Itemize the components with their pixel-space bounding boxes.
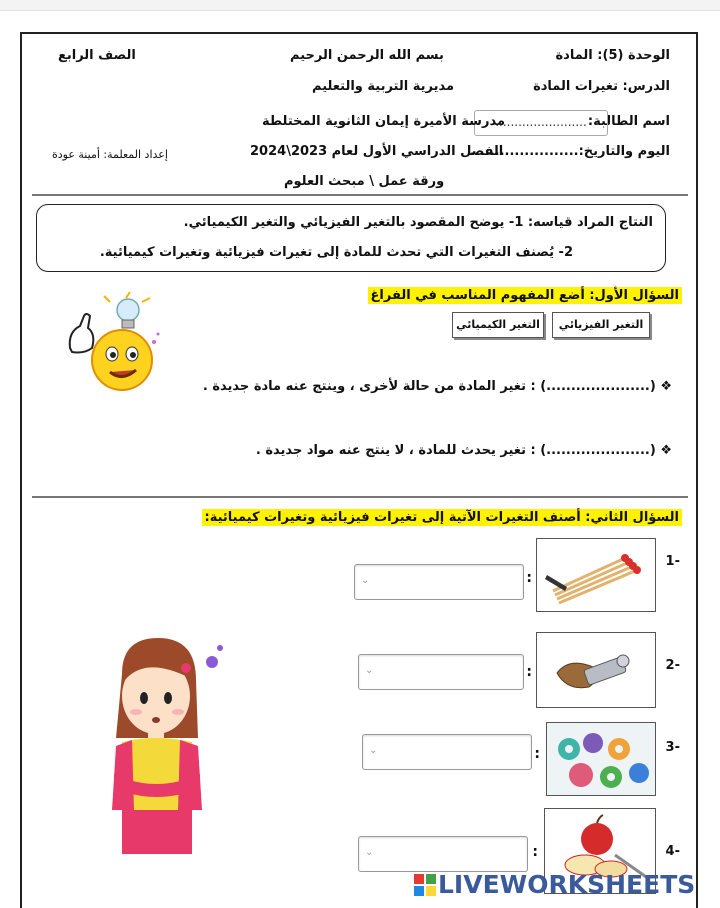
item-number-1: -1 bbox=[665, 554, 680, 569]
option-chemical-change[interactable]: التغير الكيميائي bbox=[452, 312, 544, 338]
question1-item-2: ❖ (.....................) : تغير يحدث للمادة ، لا ينتج عنه مواد جديدة . bbox=[255, 443, 672, 458]
divider-middle bbox=[32, 496, 688, 498]
teacher-name: إعداد المعلمة: أمينة عودة bbox=[52, 148, 168, 161]
divider-top bbox=[32, 194, 688, 196]
question1-item-1-text: (.....................) : تغير المادة من حالة لأخرى ، وينتج عنه مادة جديدة . bbox=[202, 379, 656, 394]
liveworksheets-watermark bbox=[414, 870, 695, 899]
directorate: مديرية التربية والتعليم bbox=[312, 79, 455, 94]
basmala: بسم الله الرحمن الرحيم bbox=[290, 48, 444, 63]
colon-1: : bbox=[526, 570, 532, 586]
question1-item-1: ❖ (.....................) : تغير المادة من حالة لأخرى ، وينتج عنه مادة جديدة . bbox=[202, 379, 672, 394]
classification-select-3[interactable] bbox=[362, 734, 532, 770]
liveworksheets-logo-icon bbox=[414, 873, 436, 895]
question2-title-text: السؤال الثاني: أصنف التغيرات الآتية إلى تغيرات فيزيائية وتغيرات كيميائية: bbox=[202, 509, 682, 526]
chevron-down-icon: ⌄ bbox=[361, 575, 370, 586]
colon-2: : bbox=[526, 664, 532, 680]
unit-title: الوحدة (5): المادة bbox=[555, 48, 670, 63]
item-number-3: -3 bbox=[665, 740, 680, 755]
sharpener-image bbox=[536, 632, 656, 708]
item-number-4: -4 bbox=[665, 844, 680, 859]
semester: الفصل الدراسي الأول لعام 2023\2024 bbox=[250, 144, 504, 159]
classification-select-4[interactable] bbox=[358, 836, 528, 872]
student-name-label: اسم الطالبة: bbox=[587, 114, 670, 129]
lesson-title: الدرس: تغيرات المادة bbox=[533, 79, 670, 94]
clay-image bbox=[546, 722, 656, 796]
question1-title bbox=[368, 288, 682, 303]
classification-select-1[interactable] bbox=[354, 564, 524, 600]
colon-4: : bbox=[532, 844, 538, 860]
chevron-down-icon: ⌄ bbox=[365, 665, 374, 676]
school-name: مدرسة الأميرة إيمان الثانوية المختلطة bbox=[262, 114, 506, 129]
learning-outcomes-box bbox=[36, 204, 666, 272]
question2-title bbox=[202, 510, 682, 525]
outcome-line-1: النتاج المراد قياسه: 1- يوضح المقصود بالتغير الفيزيائي والتغير الكيميائي. bbox=[183, 215, 653, 230]
option-physical-change[interactable]: التغير الفيزيائي bbox=[552, 312, 650, 338]
question1-title-text: السؤال الأول: أضع المفهوم المناسب في الفراغ bbox=[368, 287, 682, 304]
grade: الصف الرابع bbox=[58, 48, 136, 63]
question1-item-2-text: (.....................) : تغير يحدث للمادة ، لا ينتج عنه مواد جديدة . bbox=[255, 443, 656, 458]
top-bar bbox=[0, 0, 720, 11]
worksheet-title: ورقة عمل \ مبحث العلوم bbox=[284, 174, 445, 189]
student-name-field[interactable]: ........................ bbox=[474, 110, 608, 136]
worksheet bbox=[20, 32, 698, 908]
chevron-down-icon: ⌄ bbox=[369, 745, 378, 756]
classification-select-2[interactable] bbox=[358, 654, 524, 690]
watermark-text: LIVEWORKSHEETS bbox=[438, 870, 696, 899]
item-number-2: -2 bbox=[665, 658, 680, 673]
confused-girl-icon bbox=[92, 634, 232, 864]
colon-3: : bbox=[534, 746, 540, 762]
thinking-emoji-icon bbox=[50, 288, 162, 398]
outcome-line-2: 2- يُصنف التغيرات التي تحدث للمادة إلى تغيرات فيزيائية وتغيرات كيميائية. bbox=[99, 245, 573, 260]
chevron-down-icon: ⌄ bbox=[365, 847, 374, 858]
matches-image bbox=[536, 538, 656, 612]
day-date: اليوم والتاريخ:...................... bbox=[469, 144, 670, 159]
